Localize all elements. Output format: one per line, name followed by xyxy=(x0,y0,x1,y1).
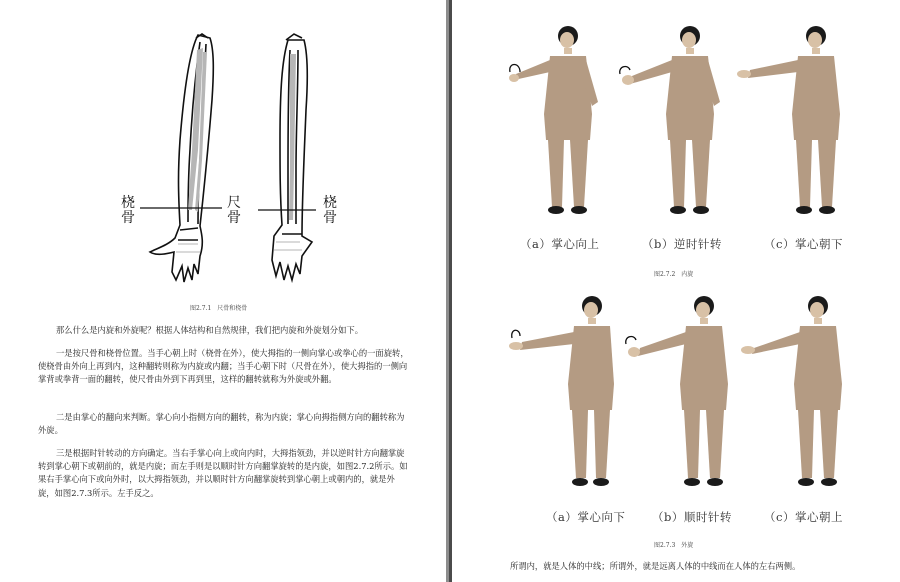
figure-caption-2-7-1: 图2.7.1 尺骨和桡骨 xyxy=(190,305,248,312)
ulna-label: 尺骨 xyxy=(227,195,241,226)
left-page xyxy=(0,0,446,582)
person-photo-3a xyxy=(506,292,616,492)
person-photo-2b xyxy=(614,22,724,220)
right-page xyxy=(454,0,900,582)
radius-label-right: 桡骨 xyxy=(323,195,337,226)
person-photo-3c xyxy=(740,292,846,492)
person-photo-3b xyxy=(622,292,734,492)
footer-paragraph: 所谓内，就是人体的中线；所谓外，就是远离人体的中线而在人体的左右两侧。 xyxy=(510,561,801,571)
paragraph-1: 那么什么是内旋和外旋呢？根据人体结构和自然规律，我们把内旋和外旋划分如下。 xyxy=(56,325,363,335)
paragraph-3: 二是由掌心的翻向来判断。掌心向小指侧方向的翻转，称为内旋；掌心向拇指侧方向的翻转称为外旋。 xyxy=(38,412,405,436)
page-spine xyxy=(449,0,452,582)
subcaption-3b: （b）顺时针转 xyxy=(652,510,732,524)
paragraph-2: 一是按尺骨和桡骨位置。当手心朝上时（桡骨在外），使大拇指的一侧向掌心或拳心的一面旋转，使桡骨由外向上再到内，这种翻转则称为内旋或内翻；当手心朝下时（尺骨在外），使大拇指的一侧向掌背或拳背一面的翻转，使尺骨由外到下再到里，这样的翻转就称为外旋或外翻。 xyxy=(38,348,409,385)
figure-caption-2-7-2: 图2.7.2 内旋 xyxy=(654,271,694,278)
right-arm-bone-fill xyxy=(289,54,296,220)
person-photo-2c xyxy=(734,22,844,220)
subcaption-3c: （c）掌心朝上 xyxy=(764,510,843,524)
figure-caption-2-7-3: 图2.7.3 外旋 xyxy=(654,542,694,549)
paragraph-4: 三是根据时针转动的方向确定。当右手掌心向上或向内时，大拇指领劲，并以逆时针方向翻掌旋转到掌心朝下或朝前的，就是内旋；而左手则是以顺时针方向翻掌旋转的是内旋，如图2.7.2所示。如果右手掌心向下或向外时，以大拇指领劲，并以顺时针方向翻掌旋转到掌心朝上或朝内的，就是外旋，如图2.7.3所示。左手反之。 xyxy=(38,448,408,498)
subcaption-3a: （a）掌心向下 xyxy=(546,510,626,524)
subcaption-2b: （b）逆时针转 xyxy=(642,237,722,251)
person-photo-2a xyxy=(506,22,606,220)
forearm-bones-illustration xyxy=(140,30,340,290)
subcaption-2c: （c）掌心朝下 xyxy=(764,237,843,251)
radius-label-left: 桡骨 xyxy=(121,195,135,226)
subcaption-2a: （a）掌心向上 xyxy=(520,237,600,251)
